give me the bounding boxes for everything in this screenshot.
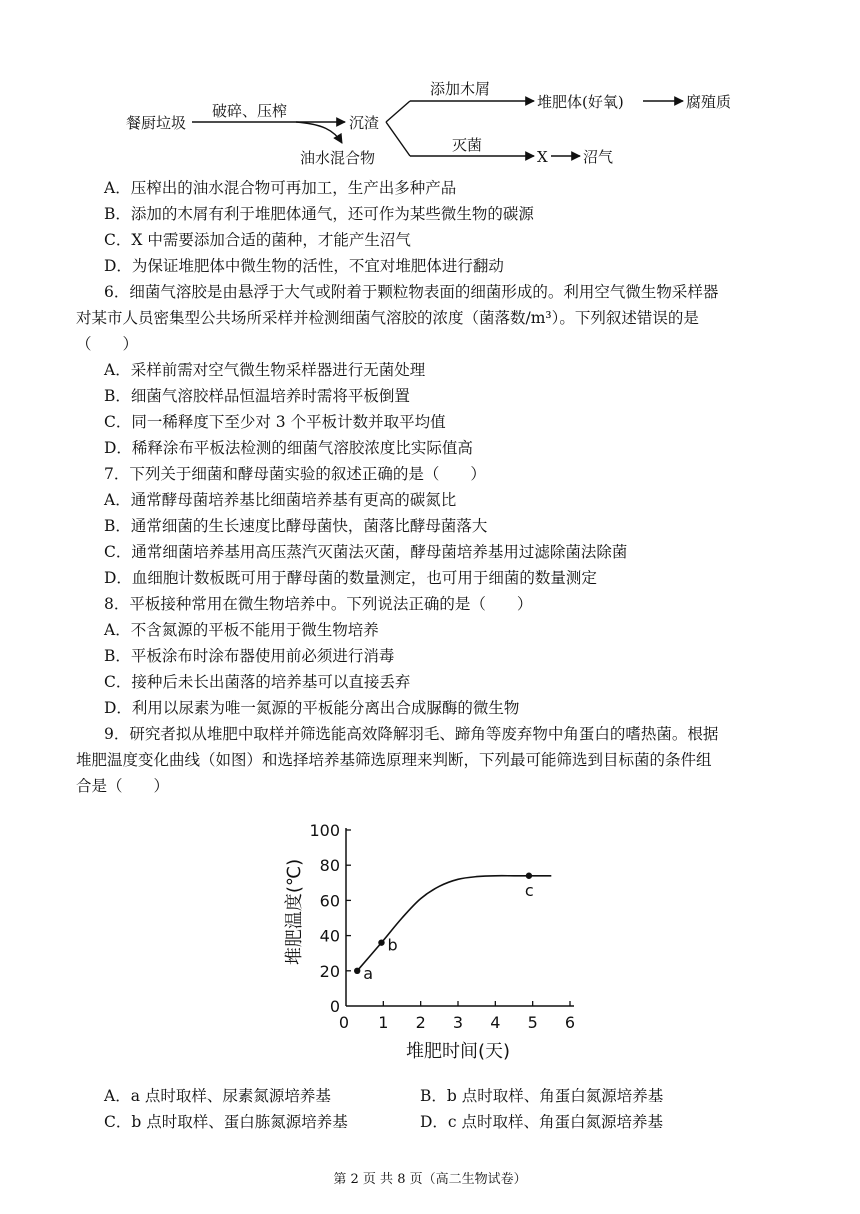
compost-temperature-chart — [0, 800, 860, 1070]
y-tick-label: 100 — [309, 821, 340, 840]
y-tick-label: 60 — [319, 891, 340, 911]
y-tick-label: 40 — [319, 926, 340, 946]
q9-option-c: C．b 点时取样、蛋白胨氮源培养基 — [104, 1113, 348, 1131]
q6-option-d: D．稀释涂布平板法检测的细菌气溶胶浓度比实际值高 — [104, 439, 473, 457]
point-label-a: a — [363, 963, 374, 983]
node-oil-water: 油水混合物 — [300, 149, 376, 167]
q9-stem-line1: 9．研究者拟从堆肥中取样并筛选能高效降解羽毛、蹄角等废弃物中角蛋白的嗜热菌。根据 — [104, 725, 719, 743]
q9-stem-line3: 合是（ ） — [76, 777, 170, 795]
y-tick-label: 80 — [319, 856, 340, 876]
q7-option-c: C．通常细菌培养基用高压蒸汽灭菌法灭菌，酵母菌培养基用过滤除菌法除菌 — [104, 543, 628, 561]
q8-option-a: A．不含氮源的平板不能用于微生物培养 — [104, 621, 379, 639]
q8-option-b: B．平板涂布时涂布器使用前必须进行消毒 — [104, 647, 395, 665]
q8-stem: 8．平板接种常用在微生物培养中。下列说法正确的是（ ） — [104, 595, 533, 613]
q6-option-b: B．细菌气溶胶样品恒温培养时需将平板倒置 — [104, 387, 410, 405]
y-axis-label: 堆肥温度(℃) — [284, 858, 305, 966]
q6-stem-line2: 对某市人员密集型公共场所采样并检测细菌气溶胶的浓度（菌落数/m³）。下列叙述错误的是 — [76, 309, 699, 327]
point-label-c: c — [524, 880, 534, 900]
x-tick-label: 0 — [338, 1013, 350, 1032]
q9-option-d: D．c 点时取样、角蛋白氮源培养基 — [420, 1113, 664, 1131]
y-tick-label: 20 — [319, 961, 340, 981]
label-crush: 破碎、压榨 — [212, 102, 288, 120]
q7-option-a: A．通常酵母菌培养基比细菌培养基有更高的碳氮比 — [104, 491, 457, 509]
q8-option-d: D．利用以尿素为唯一氮源的平板能分离出合成脲酶的微生物 — [104, 699, 520, 717]
flow-diagram — [0, 0, 860, 175]
q7-stem: 7．下列关于细菌和酵母菌实验的叙述正确的是（ ） — [104, 465, 486, 483]
x-tick-label: 4 — [490, 1013, 501, 1032]
arrow-oil — [296, 122, 342, 143]
q9-option-b: B．b 点时取样、角蛋白氮源培养基 — [420, 1087, 664, 1105]
q6-option-a: A．采样前需对空气微生物采样器进行无菌处理 — [104, 361, 426, 379]
q5-option-c: C．X 中需要添加合适的菌种，才能产生沼气 — [104, 231, 411, 249]
y-tick-label: 0 — [329, 997, 340, 1016]
label-sterilize: 灭菌 — [452, 136, 483, 154]
q9-option-a: A．a 点时取样、尿素氮源培养基 — [104, 1087, 331, 1105]
point-a — [354, 968, 360, 974]
q9-stem-line2: 堆肥温度变化曲线（如图）和选择培养基筛选原理来判断，下列最可能筛选到目标菌的条件组 — [76, 751, 712, 769]
node-waste: 餐厨垃圾 — [126, 114, 187, 132]
x-axis-label: 堆肥时间(天) — [405, 1041, 511, 1062]
page-footer: 第 2 页 共 8 页（高二生物试卷） — [333, 1172, 527, 1187]
q8-option-c: C．接种后未长出菌落的培养基可以直接丢弃 — [104, 673, 411, 691]
node-residue: 沉渣 — [349, 114, 380, 132]
label-sawdust: 添加木屑 — [430, 80, 491, 98]
x-tick-label: 1 — [378, 1013, 389, 1032]
q5-option-a: A．压榨出的油水混合物可再加工，生产出多种产品 — [104, 179, 457, 197]
point-b — [378, 939, 384, 945]
q5-option-d: D．为保证堆肥体中微生物的活性，不宜对堆肥体进行翻动 — [104, 257, 504, 275]
q7-option-d: D．血细胞计数板既可用于酵母菌的数量测定，也可用于细菌的数量测定 — [104, 569, 597, 587]
point-label-b: b — [387, 935, 398, 955]
x-tick-label: 6 — [564, 1013, 576, 1032]
node-compost: 堆肥体(好氧) — [537, 93, 624, 111]
node-biogas: 沼气 — [583, 148, 614, 166]
q7-option-b: B．通常细菌的生长速度比酵母菌快，菌落比酵母菌落大 — [104, 517, 488, 535]
x-tick-label: 2 — [415, 1013, 426, 1032]
q6-option-c: C．同一稀释度下至少对 3 个平板计数并取平均值 — [104, 413, 446, 431]
q5-option-b: B．添加的木屑有利于堆肥体通气，还可作为某些微生物的碳源 — [104, 205, 534, 223]
node-x: X — [537, 148, 548, 166]
q6-stem-line1: 6．细菌气溶胶是由悬浮于大气或附着于颗粒物表面的细菌形成的。利用空气微生物采样器 — [104, 283, 719, 301]
x-tick-label: 5 — [527, 1013, 538, 1032]
q6-stem-line3: （ ） — [76, 335, 139, 353]
x-tick-label: 3 — [452, 1013, 464, 1032]
branch-up — [386, 101, 410, 122]
temperature-curve-0 — [357, 876, 551, 971]
point-c — [526, 873, 532, 879]
node-humus: 腐殖质 — [686, 93, 732, 111]
branch-down — [386, 122, 410, 156]
